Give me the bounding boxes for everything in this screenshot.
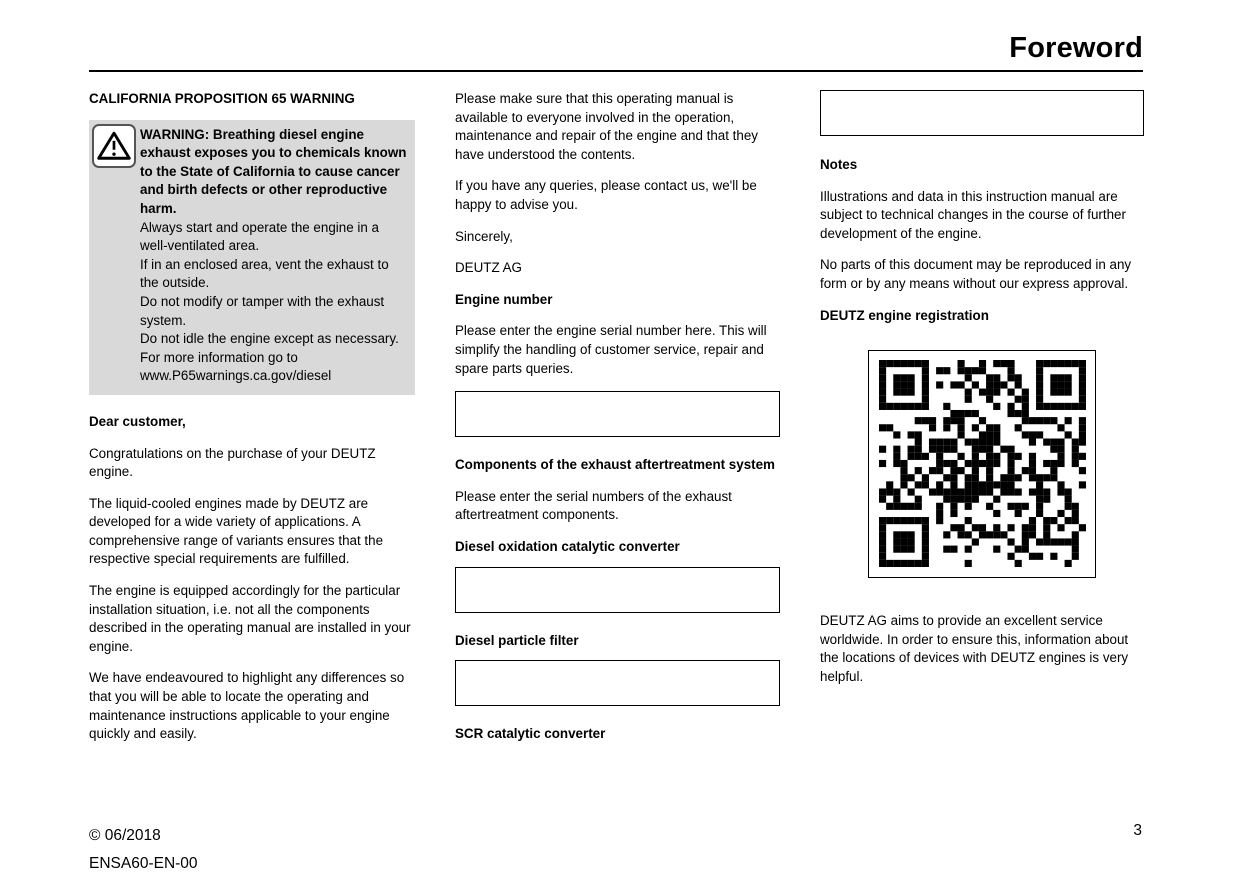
- manual-availability-paragraph: Please make sure that this operating manual is available to everyone involved in the operation, maintenance and repair of the engine and that they have understood the contents.: [455, 91, 758, 162]
- copyright-date: © 06/2018: [89, 827, 161, 844]
- warning-line: Always start and operate the engine in a well-ventilated area.: [140, 219, 379, 254]
- doc-converter-entry-box: [455, 567, 780, 613]
- intro-paragraph: The engine is equipped accordingly for the particular installation situation, i.e. not all the components described in the operating manual are installed in your engine.: [89, 583, 411, 654]
- scr-converter-heading: SCR catalytic converter: [455, 726, 606, 742]
- qr-code-wrapper: [820, 350, 1144, 578]
- prop65-heading: CALIFORNIA PROPOSITION 65 WARNING: [89, 91, 355, 106]
- warning-line: Do not modify or tamper with the exhaust system.: [140, 293, 385, 328]
- notes-heading: Notes: [820, 157, 858, 172]
- doc-converter-heading: Diesel oxidation catalytic converter: [455, 538, 680, 554]
- particle-filter-heading: Diesel particle filter: [455, 632, 579, 648]
- deutz-ag-line: DEUTZ AG: [455, 260, 522, 276]
- intro-paragraph: Congratulations on the purchase of your DEUTZ engine.: [89, 445, 376, 480]
- scr-converter-entry-box: [820, 90, 1144, 136]
- qr-code: [868, 350, 1096, 578]
- footer: [89, 822, 198, 878]
- engine-number-heading: Engine number: [455, 291, 553, 307]
- title-divider: [89, 70, 1143, 72]
- engine-registration-heading: DEUTZ engine registration: [820, 307, 989, 323]
- warning-triangle-icon: [92, 124, 136, 168]
- warning-bold-text: WARNING: Breathing diesel engine exhaust exposes you to chemicals known to the State of California to cause cancer and birth defects or other reproductive harm.: [140, 126, 407, 216]
- particle-filter-entry-box: [455, 660, 780, 706]
- intro-paragraph: The liquid-cooled engines made by DEUTZ are developed for a wide variety of applications. A comprehensive range of variants ensures that the respective special requirements are fulfilled.: [89, 495, 384, 567]
- components-heading: Components of the exhaust aftertreatment system: [455, 457, 775, 473]
- warning-line: Do not idle the engine except as necessary.: [140, 331, 399, 347]
- warning-line-url: For more information go to www.P65warnings.ca.gov/diesel: [140, 349, 332, 384]
- prop65-warning-box: [89, 120, 415, 395]
- queries-paragraph: If you have any queries, please contact us, we'll be happy to advise you.: [455, 178, 757, 212]
- components-text: Please enter the serial numbers of the exhaust aftertreatment components.: [455, 488, 732, 523]
- notes-paragraph: Illustrations and data in this instruction manual are subject to technical changes in the course of further development of the engine.: [820, 188, 1126, 241]
- column-right: [820, 90, 1144, 700]
- notes-paragraph: No parts of this document may be reproduced in any form or by any means without our express approval.: [820, 257, 1132, 291]
- registration-text: DEUTZ AG aims to provide an excellent service worldwide. In order to ensure this, information about the locations of devices with DEUTZ engines is very helpful.: [820, 613, 1129, 684]
- column-left: [89, 90, 415, 757]
- document-code: ENSA60-EN-00: [89, 855, 198, 872]
- dear-customer-heading: Dear customer,: [89, 413, 186, 429]
- engine-number-entry-box: [455, 391, 780, 437]
- column-middle: [455, 90, 780, 744]
- page-title: Foreword: [1009, 32, 1143, 64]
- warning-line: If in an enclosed area, vent the exhaust to the outside.: [140, 256, 389, 291]
- intro-paragraph: We have endeavoured to highlight any differences so that you will be able to locate the operating and maintenance instructions applicable to your engine quickly and easily.: [89, 670, 405, 742]
- engine-number-text: Please enter the engine serial number here. This will simplify the handling of customer service, repair and spare parts queries.: [455, 323, 767, 376]
- page-number: 3: [1133, 822, 1142, 839]
- sincerely-line: Sincerely,: [455, 228, 513, 244]
